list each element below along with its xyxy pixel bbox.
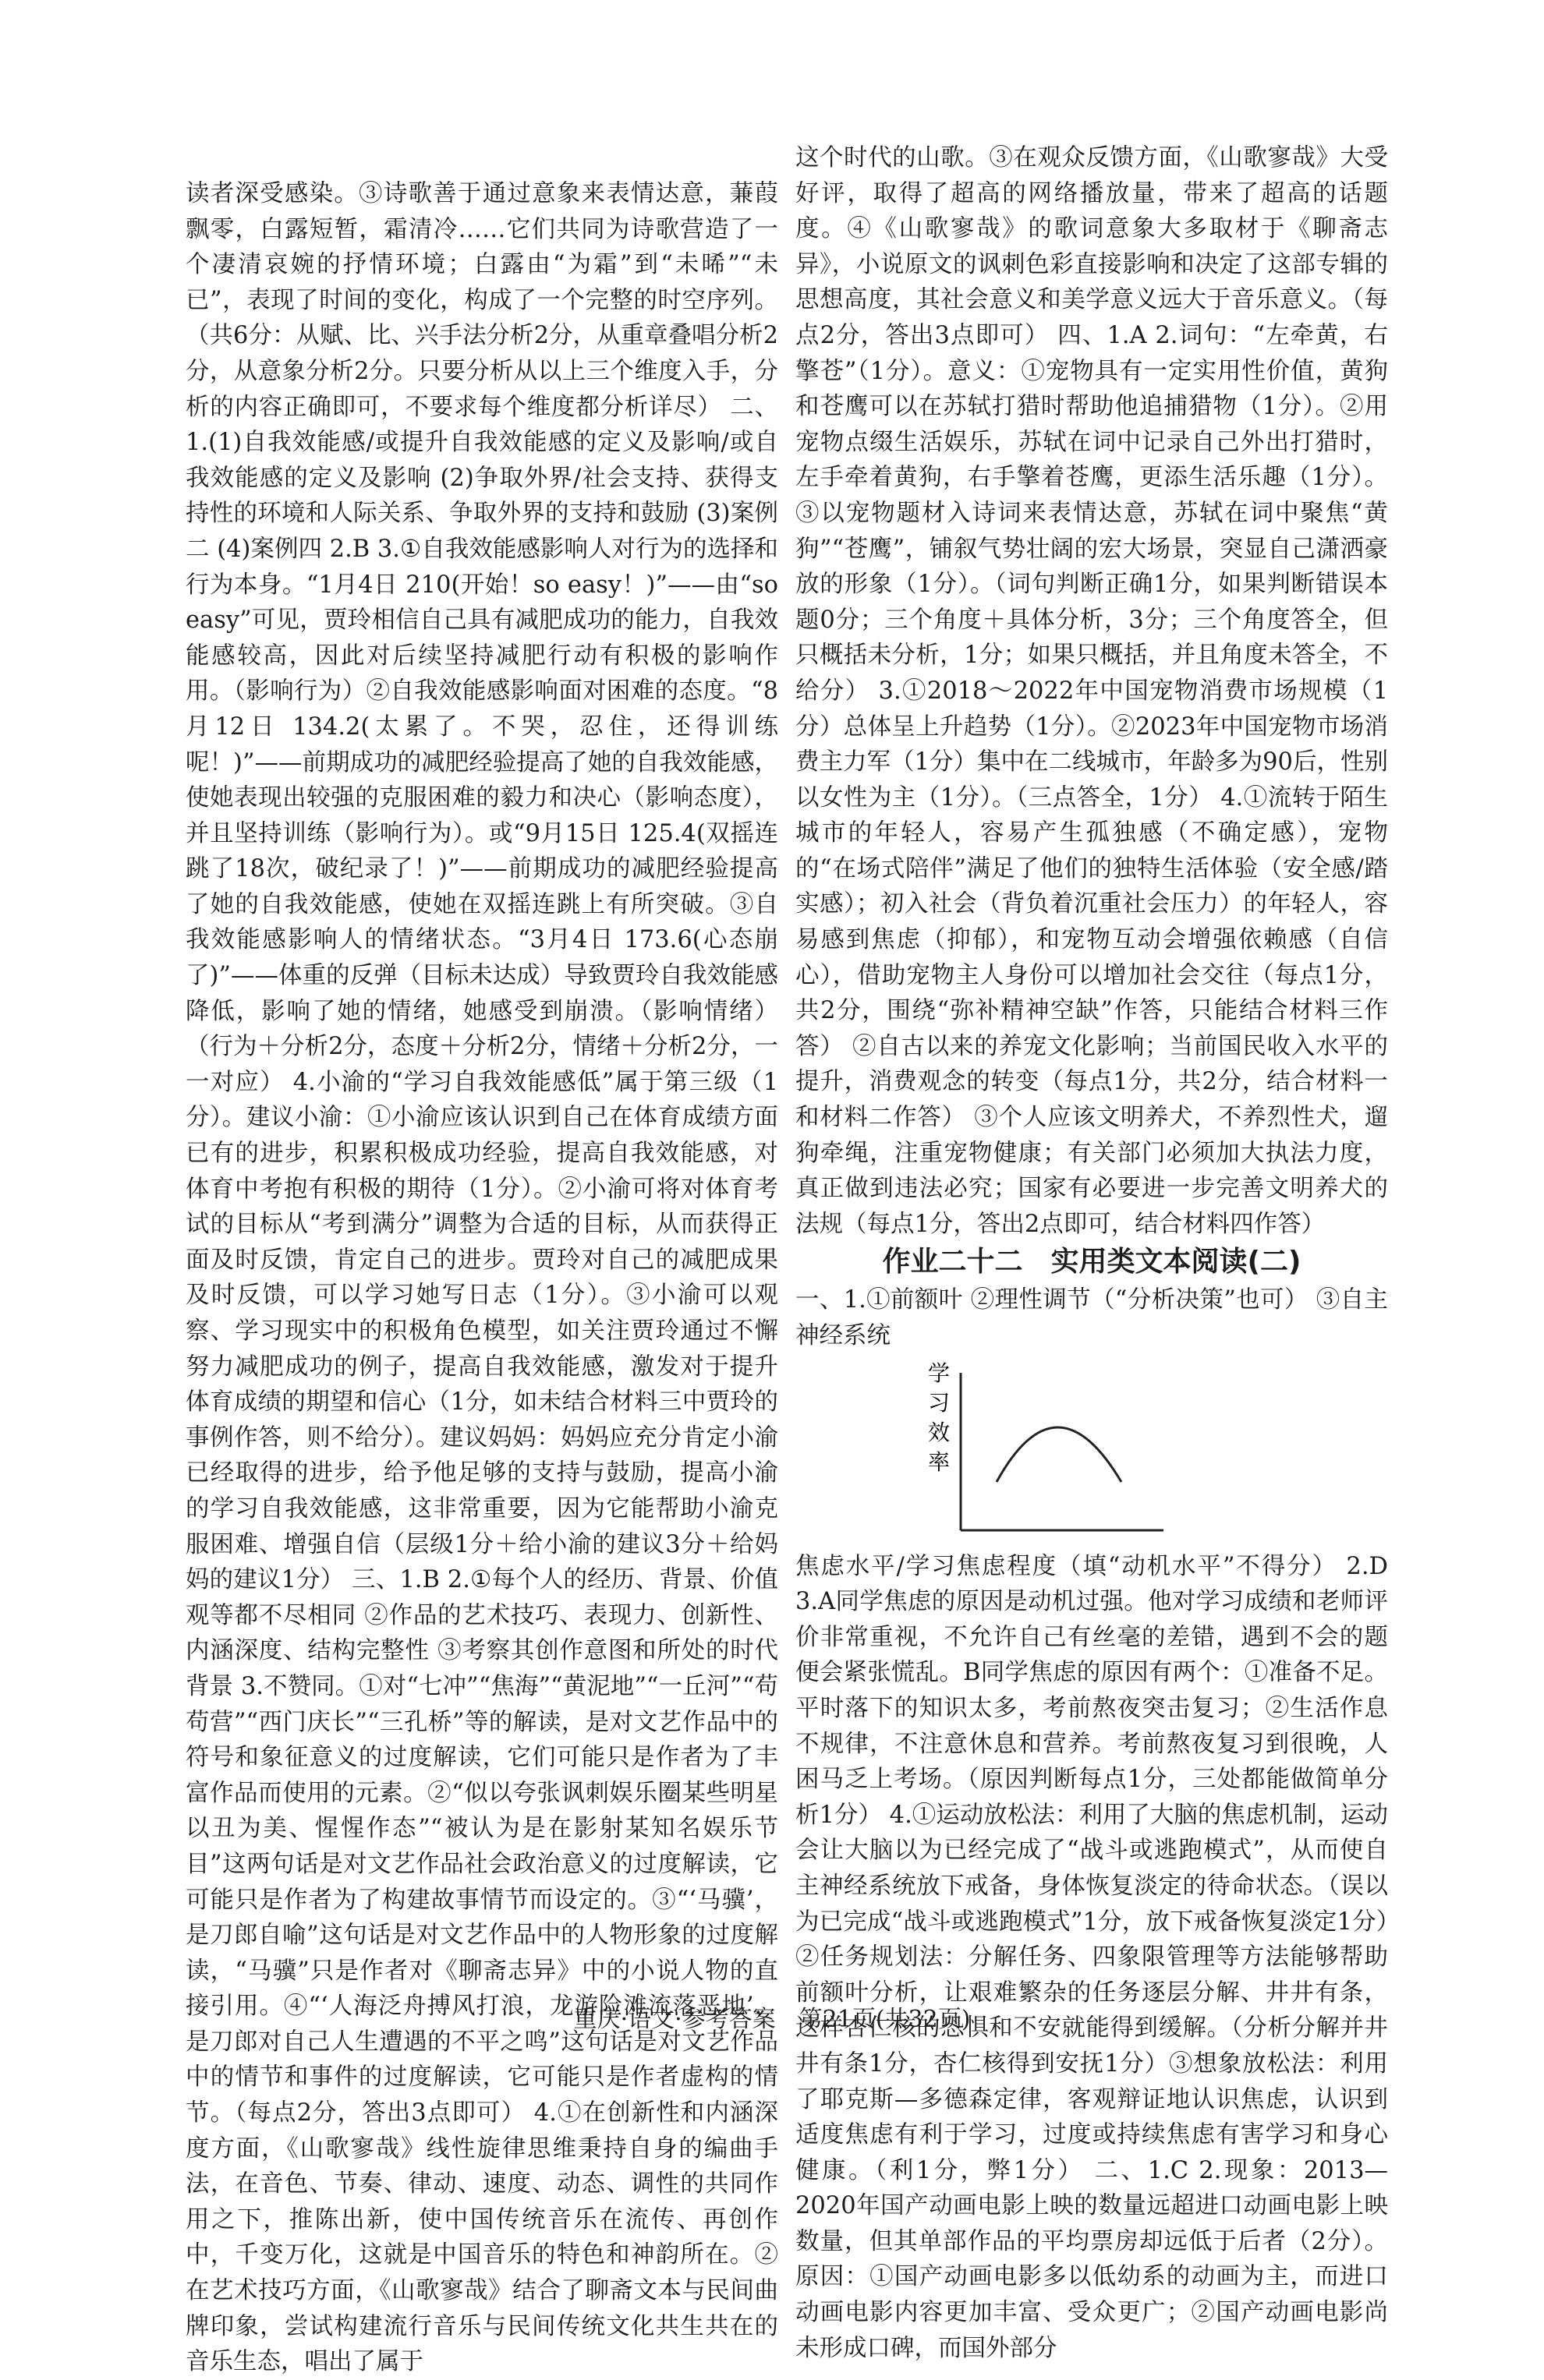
learning-efficiency-graph (795, 1357, 1388, 1544)
graph-ylabel-char: 习 (928, 1389, 951, 1416)
left-column-text: 读者深受感染。③诗歌善于通过意象来表情达意，蒹葭飘零，白露短暂，霜清冷……它们共同为诗歌营造了一个凄清哀婉的抒情环境；白露由“为霜”到“未晞”“未已”，表现了时间的变化，构成了一个完整的时空序列。（共6分：从赋、比、兴手法分析2分，从重章叠唱分析2分，从意象分析2分。只要分析从以上三个维度入手，分析的内容正确即可，不要求每个维度都分析详尽） 二、1.(1)自我效能感/或提升自我效能感的定义及影响/或自我效能感的定义及影响 (2)争取外界/社会支持、获得支持性的环境和人际关系、争取外界的支持和鼓励 (3)案例二 (4)案例四 2.B 3.①自我效能感影响人对行为的选择和行为本身。“1月4日 210(开始！so easy！)”——由“so easy”可见，贾玲相信自己具有减肥成功的能力，自我效能感较高，因此对后续坚持减肥行动有积极的影响作用。（影响行为）②自我效能感影响面对困难的态度。“8月12日 134.2(太累了。不哭，忍住，还得训练呢！)”——前期成功的减肥经验提高了她的自我效能感，使她表现出较强的克服困难的毅力和决心（影响态度），并且坚持训练（影响行为）。或“9月15日 125.4(双摇连跳了18次，破纪录了！)”——前期成功的减肥经验提高了她的自我效能感，使她在双摇连跳上有所突破。③自我效能感影响人的情绪状态。“3月4日 173.6(心态崩了)”——体重的反弹（目标未达成）导致贾玲自我效能感降低，影响了她的情绪，她感受到崩溃。（影响情绪）（行为＋分析2分，态度＋分析2分，情绪＋分析2分，一一对应） 4.小渝的“学习自我效能感低”属于第三级（1分）。建议小渝：①小渝应该认识到自己在体育成绩方面已有的进步，积累积极成功经验，提高自我效能感，对体育中考抱有积极的期待（1分）。②小渝可将对体育考试的目标从“考到满分”调整为合适的目标，从而获得正面及时反馈，肯定自己的进步。贾玲对自己的减肥成果及时反馈，可以学习她写日志（1分）。③小渝可以观察、学习现实中的积极角色模型，如关注贾玲通过不懈努力减肥成功的例子，提高自我效能感，激发对于提升体育成绩的期望和信心（1分，如未结合材料三中贾玲的事例作答，则不给分）。建议妈妈：妈妈应充分肯定小渝已经取得的进步，给予他足够的支持与鼓励，提高小渝的学习自我效能感，这非常重要，因为它能帮助小渝克服困难、增强自信（层级1分＋给小渝的建议3分＋给妈妈的建议1分） 三、1.B 2.①每个人的经历、背景、价值观等都不尽相同 ②作品的艺术技巧、表现力、创新性、内涵深度、结构完整性 ③考察其创作意图和所处的时代背景 3.不赞同。①对“七冲”“焦海”“黄泥地”“一丘河”“苟苟营”“西门庆长”“三孔桥”等的解读，是对文艺作品中的符号和象征意义的过度解读，它们可能只是作者为了丰富作品而使用的元素。②“似以夸张讽刺娱乐圈某些明星以丑为美、惺惺作态”“被认为是在影射某知名娱乐节目”这两句话是对文艺作品社会政治意义的过度解读，它可能只是作者为了构建故事情节而设定的。③“‘马骥’，是刀郎自喻”这句话是对文艺作品中的人物形象的过度解读，“马骥”只是作者对《聊斋志异》中的小说人物的直接引用。④“‘人海泛舟搏风打浪，龙游险滩流落恶地’，是刀郎对自己人生遭遇的不平之鸣”这句话是对文艺作品中的情节和事件的过度解读，它可能只是作者虚构的情节。（每点2分，答出3点即可） 4.①在创新性和内涵深度方面，《山歌寥哉》线性旋律思维秉持自身的编曲手法，在音色、节奏、律动、速度、动态、调性的共同作用之下，推陈出新，使中国传统音乐在流传、再创作中，千变万化，这就是中国音乐的特色和神韵所在。②在艺术技巧方面，《山歌寥哉》结合了聊斋文本与民间曲牌印象，尝试构建流行音乐与民间传统文化共生共在的音乐生态，唱出了属于 (186, 180, 778, 2376)
graph-curve (997, 1427, 1121, 1482)
right-column-text-1: 这个时代的山歌。③在观众反馈方面，《山歌寥哉》大受好评，取得了超高的网络播放量，带来了超高的话题度。④《山歌寥哉》的歌词意象大多取材于《聊斋志异》，小说原文的讽刺色彩直接影响和决定了这部专辑的思想高度，其社会意义和美学意义远大于音乐意义。（每点2分，答出3点即可） 四、1.A 2.词句：“左牵黄，右擎苍”（1分）。意义：①宠物具有一定实用性价值，黄狗和苍鹰可以在苏轼打猎时帮助他追捕猎物（1分）。②用宠物点缀生活娱乐，苏轼在词中记录自己外出打猎时，左手牵着黄狗，右手擎着苍鹰，更添生活乐趣（1分）。③以宠物题材入诗词来表情达意，苏轼在词中聚焦“黄狗”“苍鹰”，铺叙气势壮阔的宏大场景，突显自己潇洒豪放的形象（1分）。（词句判断正确1分，如果判断错误本题0分；三个角度＋具体分析，3分；三个角度答全，但只概括未分析，1分；如果只概括，并且角度未答全，不给分） 3.①2018～2022年中国宠物消费市场规模（1分）总体呈上升趋势（1分）。②2023年中国宠物市场消费主力军（1分）集中在二线城市，年龄多为90后，性别以女性为主（1分）。（三点答全，1分） 4.①流转于陌生城市的年轻人，容易产生孤独感（不确定感），宠物的“在场式陪伴”满足了他们的独特生活体验（安全感/踏实感）；初入社会（背负着沉重社会压力）的年轻人，容易感到焦虑（抑郁），和宠物互动会增强依赖感（自信心），借助宠物主人身份可以增加社会交往（每点1分，共2分，围绕“弥补精神空缺”作答，只能结合材料三作答） ②自古以来的养宠文化影响；当前国民收入水平的提升，消费观念的转变（每点1分，共2分，结合材料一和材料二作答） ③个人应该文明养犬，不养烈性犬，遛狗牵绳，注重宠物健康；有关部门必须加大执法力度，真正做到违法必究；国家有必要进一步完善文明养犬的法规（每点1分，答出2点即可，结合材料四作答） (795, 144, 1388, 1238)
graph-svg (912, 1357, 1170, 1544)
left-column (186, 176, 778, 2380)
right-column-text-2: 一、1.①前额叶 ②理性调节（“分析决策”也可） ③自主神经系统 (795, 1286, 1388, 1349)
graph-ylabel-char: 率 (928, 1448, 951, 1475)
graph-ylabel-char: 学 (928, 1360, 951, 1386)
page-footer: 重庆·语文·参考答案 第21页(共32页) (573, 2006, 971, 2033)
graph-ylabel-char: 效 (928, 1419, 951, 1445)
right-column-text-3: 焦虑水平/学习焦虑程度（填“动机水平”不得分） 2.D 3.A同学焦虑的原因是动机过强。他对学习成绩和老师评价非常重视，不允许自己有丝毫的差错，遇到不会的题便会紧张慌乱。B同学焦虑的原因有两个：①准备不足。平时落下的知识太多，考前熬夜突击复习；②生活作息不规律，不注意休息和营养。考前熬夜复习到很晚，人困马乏上考场。（原因判断每点1分，三处都能做简单分析1分） 4.①运动放松法：利用了大脑的焦虑机制，运动会让大脑以为已经完成了“战斗或逃跑模式”，从而使自主神经系统放下戒备，身体恢复淡定的待命状态。（误以为已完成“战斗或逃跑模式”1分，放下戒备恢复淡定1分）②任务规划法：分解任务、四象限管理等方法能够帮助前额叶分析，让艰难繁杂的任务逐层分解、井井有条，这样杏仁核的恐惧和不安就能得到缓解。（分析分解并井井有条1分，杏仁核得到安抚1分）③想象放松法：利用了耶克斯—多德森定律，客观辩证地认识焦虑，认识到适度焦虑有利于学习，过度或持续焦虑有害学习和身心健康。（利1分，弊1分） 二、1.C 2.现象：2013—2020年国产动画电影上映的数量远超进口动画电影上映数量，但其单部作品的平均票房却远低于后者（2分）。 原因：①国产动画电影多以低幼系的动画为主，而进口动画电影内容更加丰富、受众更广；②国产动画电影尚未形成口碑，而国外部分 (795, 1552, 1388, 2362)
section-title: 作业二十二 实用类文本阅读(二) (882, 1246, 1301, 1278)
